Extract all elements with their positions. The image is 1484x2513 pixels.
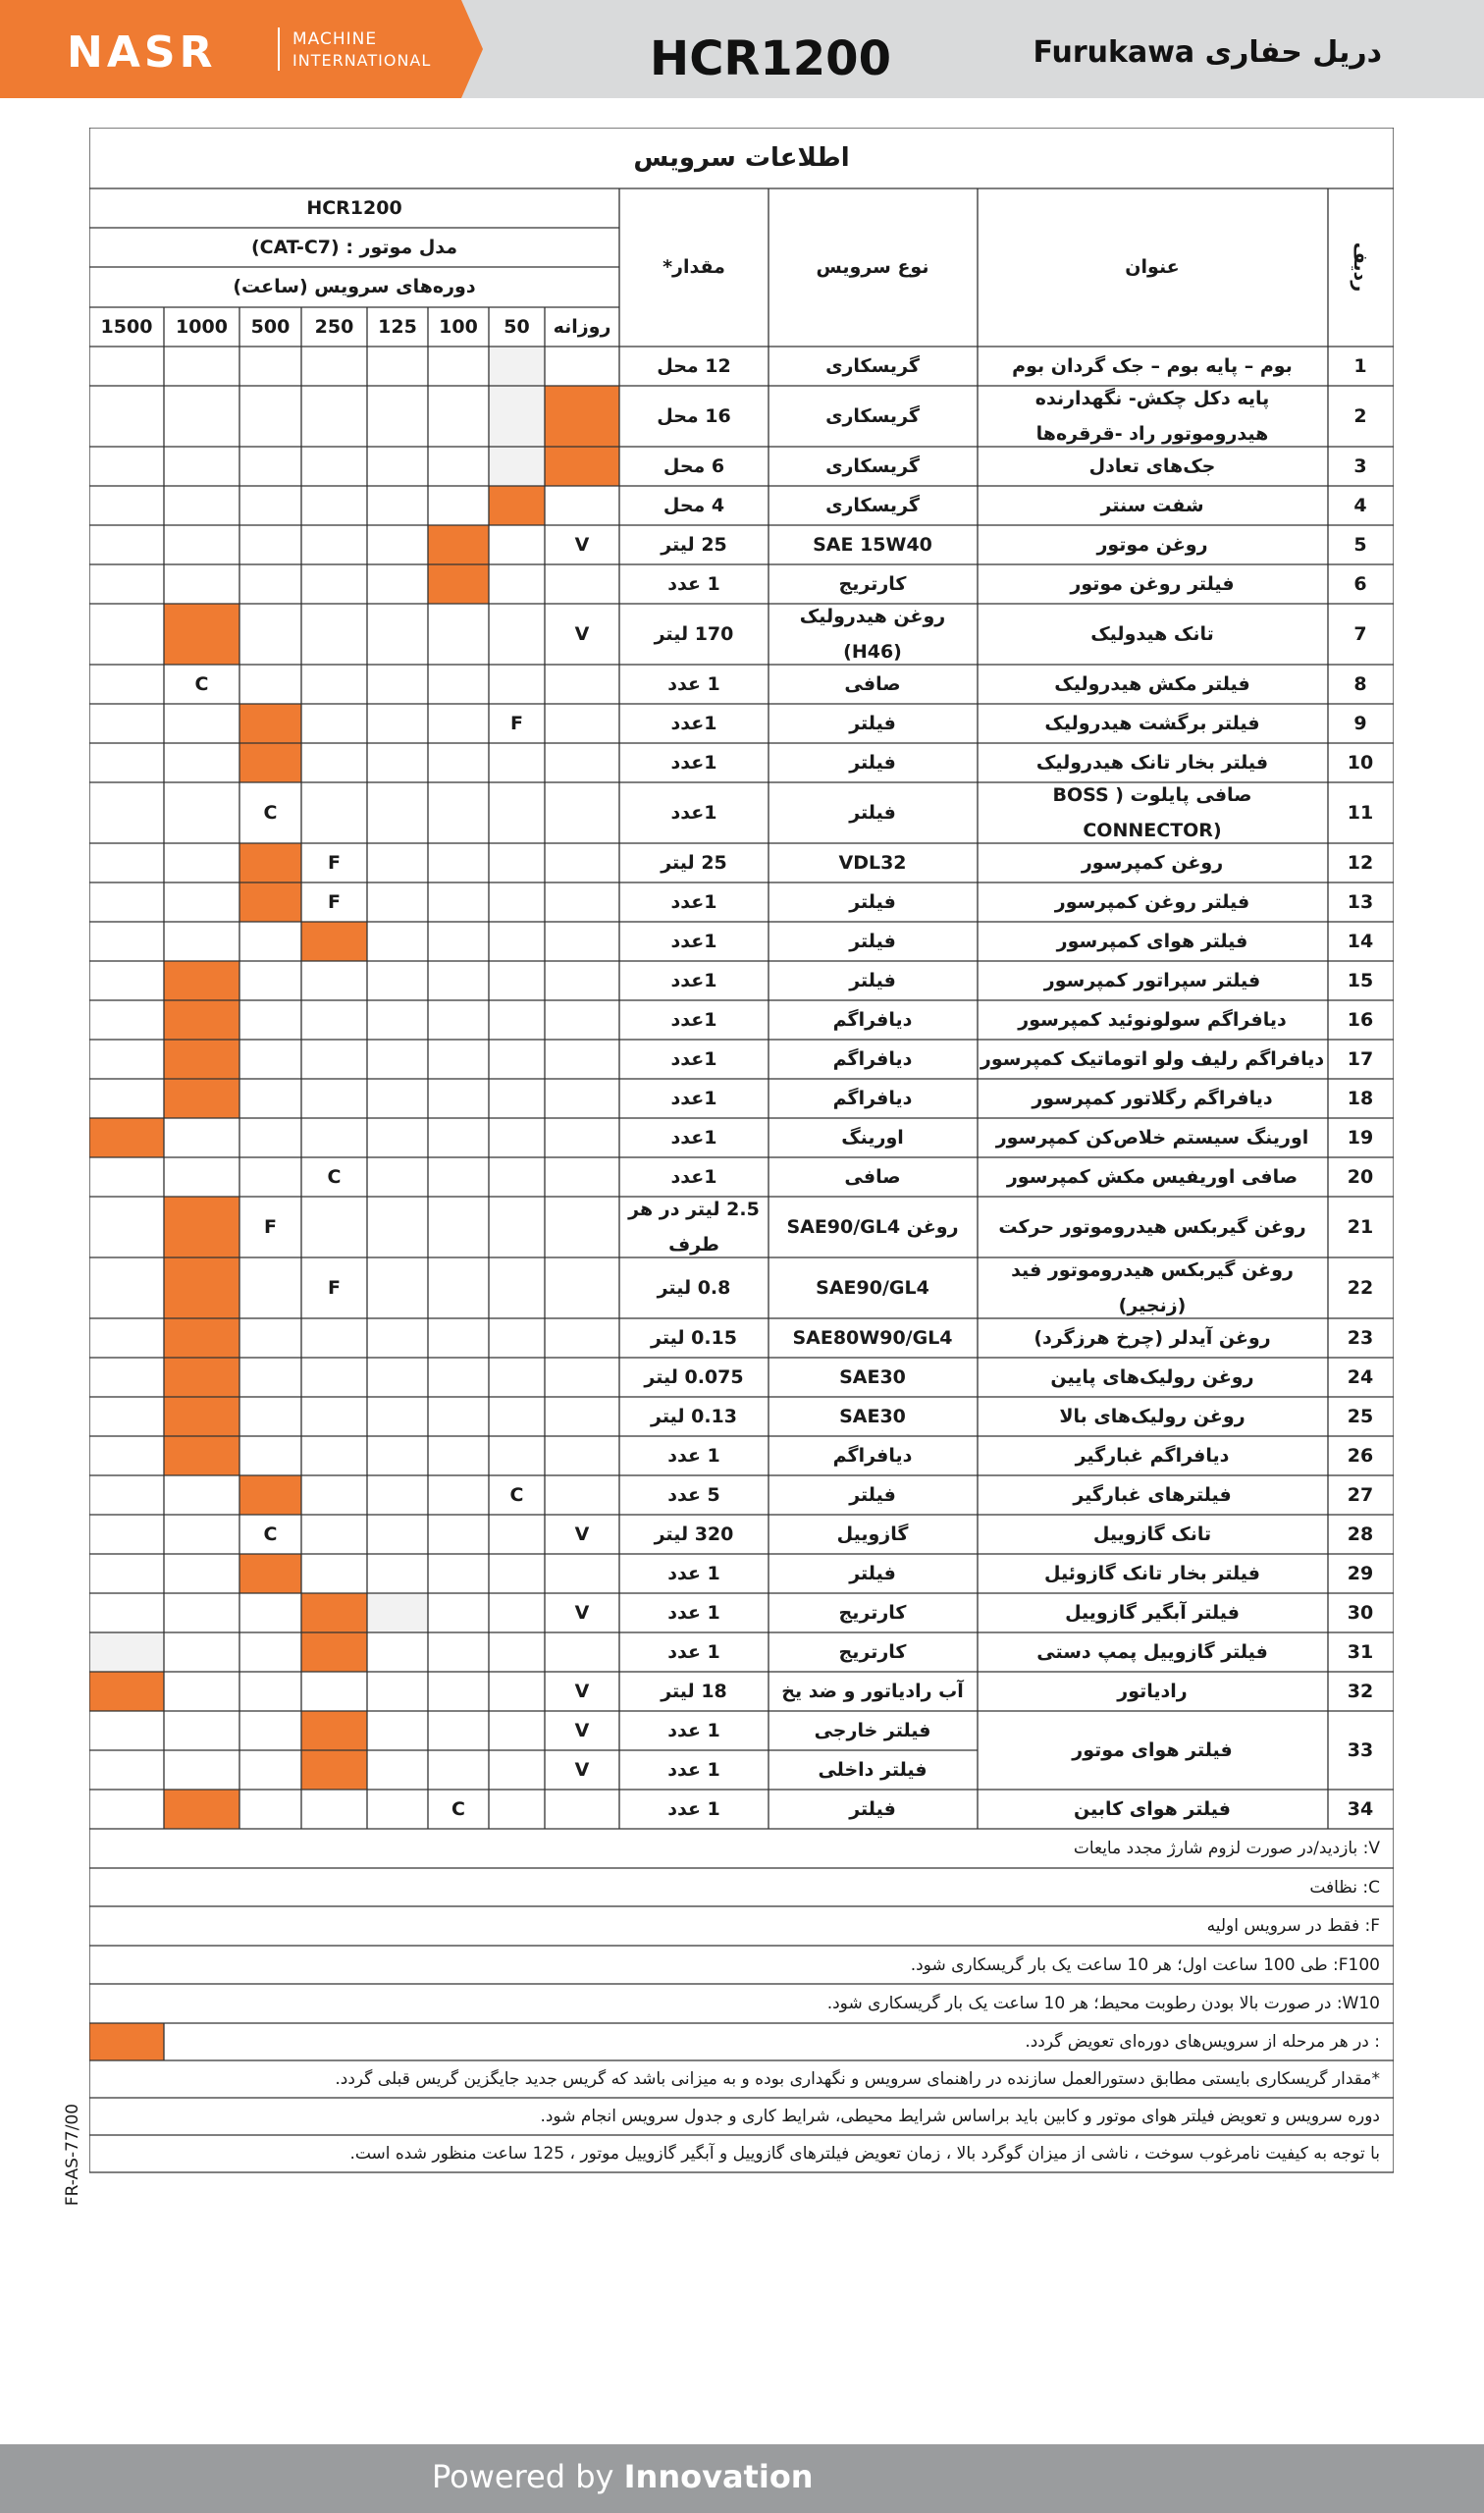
period-header: 1000 (176, 316, 228, 338)
brand-title: دریل حفاری Furukawa (1033, 35, 1382, 70)
row-number: 18 (1347, 1088, 1374, 1109)
period-cell-replace (164, 1257, 239, 1318)
row-service-type: صافی (844, 1166, 901, 1188)
row-service-type: دیافراگم (832, 1445, 913, 1467)
row-amount: 25 لیتر (661, 852, 727, 874)
period-cell-replace (545, 386, 619, 447)
row-service-type: SAE30 (839, 1406, 906, 1427)
row-service-type: کارتریج (838, 1641, 907, 1663)
period-mark: C (327, 1166, 342, 1188)
row-title: فیلتر هوای کابین (1074, 1798, 1231, 1820)
period-mark: V (574, 1720, 590, 1741)
row-service-type: SAE 15W40 (813, 534, 932, 556)
row-service-type: روغن هیدرولیک (799, 606, 946, 627)
row-number: 30 (1347, 1602, 1374, 1624)
row-title: تانک هیدولیک (1090, 623, 1214, 645)
period-cell-replace (164, 1358, 239, 1397)
row-title: رادیاتور (1117, 1681, 1188, 1702)
period-cell-replace (301, 1632, 367, 1672)
row-amount: 1 عدد (667, 1720, 720, 1741)
row-title: فیلتر روغن موتور (1070, 573, 1235, 595)
row-service-type: صافی (844, 673, 901, 695)
period-header: 125 (378, 316, 417, 338)
row-amount: 1عدد (670, 1127, 717, 1149)
row-number: 23 (1347, 1327, 1374, 1349)
row-amount: 1 عدد (667, 1602, 720, 1624)
period-cell-shaded (489, 347, 545, 386)
row-service-type: SAE90/GL4 (816, 1277, 929, 1299)
period-mark: F (510, 713, 523, 734)
period-header: 500 (250, 316, 291, 338)
row-title: روغن رولیک‌های پایین (1050, 1366, 1254, 1388)
row-amount: 1 عدد (667, 1641, 720, 1663)
footnote: با توجه به کیفیت نامرغوب سوخت ، ناشی از میزان گوگرد بالا ، زمان تعویض فیلترهای گازوییل و آبگیر گازوییل موتور ، 125 ساعت منظور شده است. (349, 2144, 1380, 2164)
period-mark: C (451, 1798, 465, 1820)
row-service-type: VDL32 (838, 852, 907, 874)
row-number: 27 (1347, 1484, 1374, 1506)
row-amount: 0.075 لیتر (644, 1366, 744, 1388)
period-cell-replace (164, 1197, 239, 1257)
period-header: 100 (439, 316, 478, 338)
row-title: فیلتر سپراتور کمپرسور (1043, 970, 1261, 991)
document-code: FR-AS-77/00 (63, 2103, 82, 2207)
row-service-type: روغن SAE90/GL4 (786, 1216, 959, 1238)
row-title: فیلتر آبگیر گازوییل (1065, 1602, 1240, 1624)
row-title: روغن گیربکس هیدروموتور فید (1011, 1259, 1294, 1281)
row-number: 29 (1347, 1563, 1374, 1584)
row-service-type: فیلتر (849, 802, 896, 824)
row-title: (CONNECTOR (1083, 820, 1222, 841)
row-number: 8 (1353, 673, 1367, 695)
row-title: فیلتر هوای کمپرسور (1056, 931, 1248, 952)
period-cell-replace (428, 564, 489, 604)
period-mark: V (574, 1759, 590, 1781)
row-amount: 1 عدد (667, 573, 720, 595)
period-mark: V (574, 623, 590, 645)
row-number: 16 (1347, 1009, 1374, 1031)
header-title: عنوان (1125, 256, 1180, 278)
row-amount: 16 محل (657, 405, 731, 427)
row-service-type: SAE80W90/GL4 (792, 1327, 953, 1349)
period-header: 1500 (100, 316, 153, 338)
row-number: 12 (1347, 852, 1374, 874)
row-amount: 1عدد (670, 931, 717, 952)
period-cell-replace (301, 1593, 367, 1632)
period-mark: V (574, 534, 590, 556)
period-cell-replace (301, 1711, 367, 1750)
row-amount: 4 محل (662, 495, 725, 516)
row-title: فیلترهای غبارگیر (1073, 1484, 1232, 1506)
row-title: فیلتر بخار تانک هیدرولیک (1035, 752, 1269, 774)
row-service-type: کارتریج (838, 1602, 907, 1624)
row-number: 31 (1347, 1641, 1374, 1663)
row-service-type: فیلتر (849, 1484, 896, 1506)
period-mark: F (328, 852, 341, 874)
row-number: 10 (1347, 752, 1374, 774)
footer-slogan-text (432, 2458, 814, 2495)
footnote: : در هر مرحله از سرویس‌های دوره‌ای تعویض گردد. (1025, 2032, 1380, 2052)
row-title: دیافراگم رگلاتور کمپرسور (1032, 1088, 1273, 1109)
row-title: بوم – پایه بوم – جک گردان بوم (1012, 355, 1293, 377)
row-amount: 25 لیتر (661, 534, 727, 556)
period-mark: C (263, 1524, 278, 1545)
row-service-type: اورینگ (841, 1127, 904, 1149)
row-service-type: فیلتر (849, 1798, 896, 1820)
row-title: پایه دکل چکش- نگهدارنده (1034, 388, 1270, 409)
row-number: 19 (1347, 1127, 1374, 1149)
row-title: دیافراگم سولونوئید کمپرسور (1018, 1009, 1287, 1031)
row-amount: طرف (668, 1234, 719, 1256)
row-amount: 2.5 لیتر در هر (628, 1199, 760, 1220)
row-number: 20 (1347, 1166, 1374, 1188)
period-cell-replace (239, 743, 301, 782)
row-amount: 1عدد (670, 713, 717, 734)
row-amount: 0.13 لیتر (651, 1406, 737, 1427)
row-number: 33 (1347, 1739, 1374, 1761)
row-amount: 320 لیتر (654, 1524, 734, 1545)
row-amount: 1 عدد (667, 1798, 720, 1820)
row-amount: 1 عدد (667, 1563, 720, 1584)
row-number: 2 (1353, 405, 1367, 427)
logo-subtitle-1: MACHINE (292, 29, 378, 49)
period-cell-replace (239, 843, 301, 882)
header-model: HCR1200 (306, 197, 402, 219)
row-service-type: فیلتر خارجی (814, 1720, 931, 1741)
row-service-type: کارتریج (838, 573, 907, 595)
footer-slogan (0, 2444, 1484, 2513)
row-service-type: گریسکاری (825, 355, 920, 377)
row-service-type: دیافراگم (832, 1048, 913, 1070)
period-mark: C (263, 802, 278, 824)
header-row-number: ردیف (1350, 241, 1371, 293)
row-service-type: دیافراگم (832, 1009, 913, 1031)
row-service-type: فیلتر (849, 752, 896, 774)
period-cell-replace (89, 1118, 164, 1157)
row-amount: 12 محل (657, 355, 731, 377)
row-title: فیلتر روغن کمپرسور (1054, 891, 1250, 913)
row-number: 5 (1353, 534, 1367, 556)
row-title: صافی پایلوت ( BOSS (1052, 784, 1252, 806)
period-header: روزانه (553, 316, 611, 338)
row-number: 21 (1347, 1216, 1374, 1238)
period-cell-replace (239, 882, 301, 922)
period-cell-replace (89, 1672, 164, 1711)
row-service-type: آب رادیاتور و ضد یخ (781, 1681, 964, 1702)
row-title: فیلتر هوای موتور (1072, 1739, 1233, 1761)
row-service-type: فیلتر (849, 970, 896, 991)
period-cell-replace (164, 961, 239, 1000)
period-cell-replace (545, 447, 619, 486)
row-amount: 1عدد (670, 1009, 717, 1031)
period-header: 250 (314, 316, 354, 338)
footnote: دوره سرویس و تعویض فیلتر هوای موتور و کابین باید براساس شرایط محیطی، شرایط کاری و جدول سرویس انجام شود. (540, 2107, 1380, 2126)
service-table (89, 128, 1394, 2242)
row-number: 4 (1353, 495, 1367, 516)
period-cell-replace (164, 1790, 239, 1829)
row-amount: 5 عدد (667, 1484, 720, 1506)
row-service-type: گریسکاری (825, 405, 920, 427)
row-number: 9 (1353, 713, 1367, 734)
row-number: 28 (1347, 1524, 1374, 1545)
row-service-type: گریسکاری (825, 495, 920, 516)
row-amount: 1عدد (670, 1088, 717, 1109)
row-amount: 0.8 لیتر (657, 1277, 731, 1299)
row-title: دیافراگم رلیف ولو اتوماتیک کمپرسور (980, 1048, 1325, 1070)
row-service-type: گازوییل (836, 1524, 909, 1545)
footer-innovation: Innovation (623, 2458, 814, 2495)
row-title: فیلتر بخار تانک گازوئیل (1044, 1563, 1260, 1584)
row-number: 7 (1353, 623, 1367, 645)
header-service-type: نوع سرویس (816, 256, 929, 278)
period-cell-replace (239, 1554, 301, 1593)
row-number: 13 (1347, 891, 1374, 913)
row-amount: 6 محل (662, 455, 725, 477)
period-cell-replace (164, 1040, 239, 1079)
row-amount: 18 لیتر (661, 1681, 727, 1702)
header-engine: مدل موتور : (CAT-C7) (250, 237, 458, 258)
row-title: روغن گیربکس هیدروموتور حرکت (998, 1216, 1306, 1238)
row-number: 22 (1347, 1277, 1374, 1299)
model-title: HCR1200 (650, 31, 891, 86)
row-service-type: دیافراگم (832, 1088, 913, 1109)
row-number: 32 (1347, 1681, 1374, 1702)
row-title: صافی اوریفیس مکش کمپرسور (1006, 1166, 1298, 1188)
table-title: اطلاعات سرویس (633, 143, 850, 173)
period-cell-replace (164, 1397, 239, 1436)
period-mark: F (328, 1277, 341, 1299)
legend-orange-box (89, 2023, 164, 2060)
footnote: F: فقط در سرویس اولیه (1206, 1916, 1380, 1936)
period-cell-shaded (489, 447, 545, 486)
period-cell-replace (164, 1436, 239, 1475)
period-cell-replace (239, 704, 301, 743)
row-service-type: فیلتر (849, 713, 896, 734)
row-title: شفت سنتر (1100, 495, 1204, 516)
row-amount: 1عدد (670, 970, 717, 991)
row-service-type: فیلتر (849, 931, 896, 952)
row-number: 24 (1347, 1366, 1374, 1388)
logo-wordmark: NASR (67, 27, 217, 78)
row-service-type: SAE30 (839, 1366, 906, 1388)
row-title: اورینگ سیستم خلاص‌کن کمپرسور (995, 1127, 1309, 1149)
row-amount: 1 عدد (667, 673, 720, 695)
footnote: W10: در صورت بالا بودن رطوبت محیط؛ هر 10 ساعت یک بار گریسکاری شود. (826, 1994, 1380, 2013)
period-mark: C (509, 1484, 524, 1506)
row-title: هیدروموتور راد -قرقره‌ها (1035, 423, 1269, 445)
row-title: تانک گازوییل (1092, 1524, 1212, 1545)
logo-arrow-shape (461, 0, 483, 98)
footnote: C: نظافت (1309, 1877, 1380, 1898)
period-header: 50 (504, 316, 530, 338)
row-amount: 1عدد (670, 1166, 717, 1188)
period-cell-replace (301, 1750, 367, 1790)
row-number: 14 (1347, 931, 1374, 952)
row-title: فیلتر گازوییل پمپ دستی (1036, 1641, 1268, 1663)
period-cell-replace (164, 604, 239, 665)
header-amount: مقدار* (662, 256, 725, 278)
row-service-type: (H46) (843, 641, 902, 663)
row-number: 6 (1353, 573, 1367, 595)
row-number: 25 (1347, 1406, 1374, 1427)
period-mark: V (574, 1524, 590, 1545)
footer-powered: Powered by (432, 2458, 614, 2495)
logo-subtitle-2: INTERNATIONAL (292, 51, 432, 70)
row-amount: 1عدد (670, 802, 717, 824)
row-title: دیافراگم غبارگیر (1075, 1445, 1230, 1467)
row-title: فیلتر برگشت هیدرولیک (1044, 713, 1260, 734)
row-number: 1 (1353, 355, 1367, 377)
period-cell-replace (301, 922, 367, 961)
row-title: روغن موتور (1096, 534, 1208, 556)
footnote: *مقدار گریسکاری بایستی مطابق دستورالعمل سازنده در راهنمای سرویس و نگهداری بوده و به میزانی باشد که گریس جدید جایگزین گریس قبلی گردد. (335, 2069, 1380, 2089)
row-amount: 1عدد (670, 891, 717, 913)
period-cell-replace (239, 1475, 301, 1515)
period-cell-replace (164, 1318, 239, 1358)
period-cell-shaded (489, 386, 545, 447)
period-mark: C (194, 673, 209, 695)
row-service-type: گریسکاری (825, 455, 920, 477)
period-cell-replace (164, 1000, 239, 1040)
row-amount: 1عدد (670, 1048, 717, 1070)
row-number: 3 (1353, 455, 1367, 477)
row-amount: 1 عدد (667, 1759, 720, 1781)
row-title: روغن آیدلر (چرخ هرزگرد) (1034, 1327, 1271, 1349)
row-title: روغن کمپرسور (1081, 852, 1224, 874)
row-amount: 170 لیتر (654, 623, 734, 645)
period-mark: F (328, 891, 341, 913)
row-amount: 1عدد (670, 752, 717, 774)
row-title: (زنجیر) (1118, 1295, 1187, 1316)
logo-divider (278, 27, 280, 71)
period-cell-replace (489, 486, 545, 525)
row-service-type: فیلتر (849, 891, 896, 913)
row-number: 34 (1347, 1798, 1374, 1820)
row-title: روغن رولیک‌های بالا (1059, 1406, 1246, 1427)
period-mark: V (574, 1681, 590, 1702)
row-title: فیلتر مکش هیدرولیک (1054, 673, 1250, 695)
row-service-type: فیلتر (849, 1563, 896, 1584)
period-mark: F (264, 1216, 277, 1238)
footnote: F100: طی 100 ساعت اول؛ هر 10 ساعت یک بار گریسکاری شود. (910, 1954, 1380, 1975)
footnote: V: بازدید/در صورت لزوم شارژ مجدد مایعات (1073, 1839, 1380, 1858)
period-mark: V (574, 1602, 590, 1624)
period-cell-replace (164, 1079, 239, 1118)
period-cell-shaded (89, 1632, 164, 1672)
row-number: 17 (1347, 1048, 1374, 1070)
row-number: 11 (1347, 802, 1374, 824)
row-amount: 1 عدد (667, 1445, 720, 1467)
row-title: جک‌های تعادل (1088, 455, 1216, 477)
period-cell-shaded (367, 1593, 428, 1632)
header-periods: دوره‌های سرویس (ساعت) (233, 276, 476, 297)
row-service-type: فیلتر داخلی (818, 1759, 928, 1781)
period-cell-replace (428, 525, 489, 564)
row-number: 15 (1347, 970, 1374, 991)
row-number: 26 (1347, 1445, 1374, 1467)
row-amount: 0.15 لیتر (651, 1327, 737, 1349)
